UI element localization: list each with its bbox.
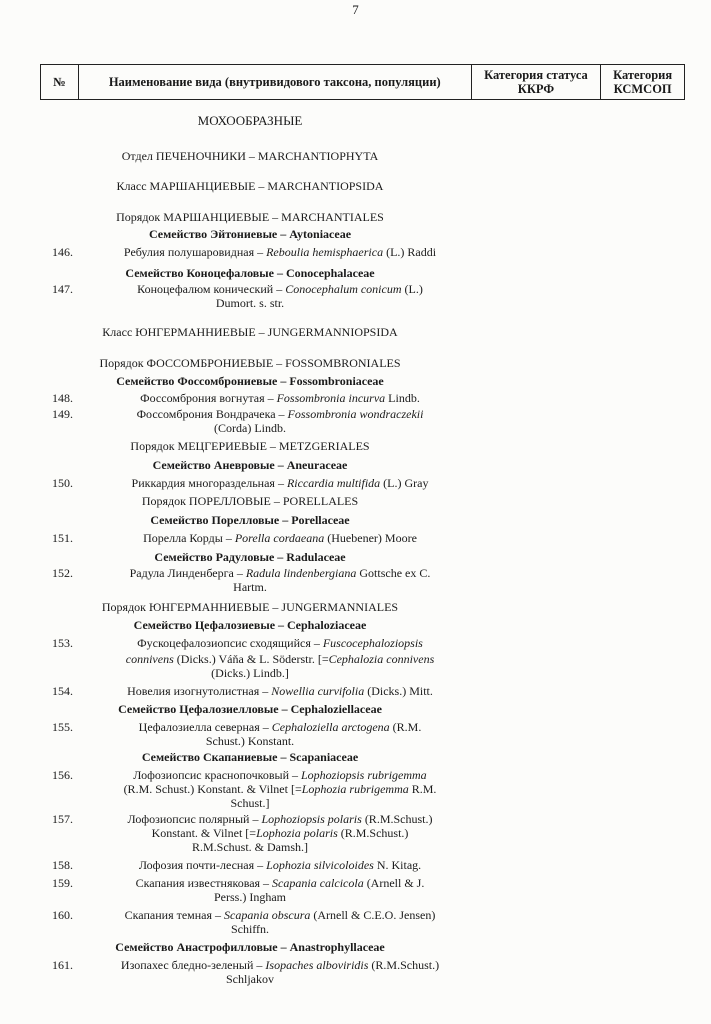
latin-name: Cephaloziella arctogena bbox=[271, 720, 390, 734]
header-status-krf: Категория статуса ККРФ bbox=[472, 65, 602, 99]
entry-number: 152. bbox=[52, 566, 73, 580]
taxon-line: Класс МАРШАНЦИЕВЫЕ – MARCHANTIOPSIDA bbox=[116, 179, 384, 193]
entry-text: R.M. bbox=[408, 782, 437, 796]
entry-text: Изопахес бледно-зеленый – bbox=[120, 958, 266, 972]
family-heading: Семейство Радуловые – Radulaceae bbox=[154, 550, 346, 564]
entry-text: (Huebener) Moore bbox=[324, 531, 417, 545]
latin-name: Scapania calcicola bbox=[272, 876, 364, 890]
species-entry bbox=[80, 407, 480, 421]
latin-name: Fossombronia incurva bbox=[276, 391, 386, 405]
latin-name: Lophozia silvicoloides bbox=[266, 858, 374, 872]
entry-number: 157. bbox=[52, 812, 73, 826]
entry-text: Цефалозиелла северная – bbox=[138, 720, 272, 734]
entry-number: 147. bbox=[52, 282, 73, 296]
taxon-line: R.M.Schust. & Damsh.] bbox=[191, 840, 308, 854]
entry-number: 161. bbox=[52, 958, 73, 972]
entry-text: (R.M. Schust.) Konstant. & Vilnet [= bbox=[123, 782, 302, 796]
family-heading: Семейство Эйтониевые – Aytoniaceae bbox=[148, 227, 352, 241]
taxon-line: Schust.) Konstant. bbox=[205, 734, 295, 748]
entry-text: Новелия изогнутолистная – bbox=[127, 684, 272, 698]
header-num: № bbox=[41, 65, 79, 99]
taxon-line: (Dicks.) Lindb.] bbox=[211, 666, 289, 680]
latin-name: Cephalozia connivens bbox=[328, 652, 435, 666]
header-ksmsop: Категория КСМСОП bbox=[613, 68, 673, 96]
latin-name: Isopaches alboviridis bbox=[265, 958, 369, 972]
entry-text: Скапания известняковая – bbox=[135, 876, 273, 890]
entry-text: Лофозиопсис краснопочковый – bbox=[133, 768, 301, 782]
species-entry bbox=[80, 812, 480, 826]
family-heading: Семейство Коноцефаловые – Conocephalaceae bbox=[125, 266, 375, 280]
family-heading: Семейство Цефалозиелловые – Cephaloziellaceae bbox=[118, 702, 382, 716]
header-name: Наименование вида (внутривидового таксона, популяции) bbox=[79, 65, 472, 99]
species-entry bbox=[80, 282, 480, 296]
entry-text: (Dicks.) Váňa & L. Söderstr. [= bbox=[173, 652, 329, 666]
latin-name: Riccardia multifida bbox=[286, 476, 381, 490]
species-entry bbox=[80, 826, 480, 840]
entry-number: 160. bbox=[52, 908, 73, 922]
taxon-line: Hartm. bbox=[233, 580, 267, 594]
family-heading: Семейство Порелловые – Porellaceae bbox=[150, 513, 350, 527]
entry-text: (Arnell & J. bbox=[363, 876, 425, 890]
taxon-line: Schiffn. bbox=[230, 922, 270, 936]
entry-text: Lindb. bbox=[385, 391, 420, 405]
latin-name: Lophozia polaris bbox=[256, 826, 338, 840]
species-entry bbox=[80, 768, 480, 782]
table-header bbox=[40, 64, 685, 100]
entry-text: (R.M. bbox=[389, 720, 422, 734]
taxon-line: Schljakov bbox=[226, 972, 274, 986]
entry-text: Фоссомброния Вондрачека – bbox=[136, 407, 288, 421]
latin-name: Fossombronia wondraczekii bbox=[287, 407, 424, 421]
latin-name: Scapania obscura bbox=[224, 908, 311, 922]
latin-name: Nowellia curvifolia bbox=[271, 684, 365, 698]
entry-number: 155. bbox=[52, 720, 73, 734]
taxon-line: Отдел ПЕЧЕНОЧНИКИ – MARCHANTIOPHYTA bbox=[121, 149, 379, 163]
latin-name: Lophoziopsis polaris bbox=[261, 812, 362, 826]
taxon-line: Порядок ЮНГЕРМАННИЕВЫЕ – JUNGERMANNIALES bbox=[101, 600, 399, 614]
entry-text: (L.) Gray bbox=[380, 476, 429, 490]
entry-number: 148. bbox=[52, 391, 73, 405]
species-entry bbox=[80, 476, 480, 490]
entry-text: (Arnell & C.E.O. Jensen) bbox=[310, 908, 436, 922]
entry-text: (R.M.Schust.) bbox=[361, 812, 433, 826]
page-number: 7 bbox=[352, 2, 359, 17]
entry-text: Konstant. & Vilnet [= bbox=[151, 826, 257, 840]
species-entry bbox=[80, 720, 480, 734]
entry-number: 153. bbox=[52, 636, 73, 650]
taxon-line: Perss.) Ingham bbox=[214, 890, 286, 904]
entry-text: Порелла Корды – bbox=[143, 531, 235, 545]
family-heading: Семейство Скапаниевые – Scapaniaceae bbox=[141, 750, 359, 764]
entry-text: N. Kitag. bbox=[373, 858, 422, 872]
latin-name: Conocephalum conicum bbox=[285, 282, 402, 296]
entry-text: Фускоцефалозиопсис сходящийся – bbox=[137, 636, 323, 650]
family-heading: Семейство Фоссомброниевые – Fossombroniaceae bbox=[116, 374, 384, 388]
entry-number: 156. bbox=[52, 768, 73, 782]
entry-text: Риккардия многораздельная – bbox=[131, 476, 287, 490]
latin-name: Reboulia hemisphaerica bbox=[266, 245, 384, 259]
taxon-line: Класс ЮНГЕРМАННИЕВЫЕ – JUNGERMANNIOPSIDA bbox=[102, 325, 398, 339]
taxon-line: Порядок МАРШАНЦИЕВЫЕ – MARCHANTIALES bbox=[116, 210, 384, 224]
species-entry bbox=[80, 858, 480, 872]
taxon-line: Dumort. s. str. bbox=[215, 296, 285, 310]
latin-name: Radula lindenbergiana bbox=[245, 566, 357, 580]
entry-text: (L.) bbox=[401, 282, 423, 296]
entry-text: Ребулия полушаровидная – bbox=[123, 245, 267, 259]
species-entry bbox=[80, 566, 480, 580]
entry-number: 149. bbox=[52, 407, 73, 421]
entry-number: 159. bbox=[52, 876, 73, 890]
species-entry bbox=[80, 684, 480, 698]
taxon-line: Порядок ФОССОМБРОНИЕВЫЕ – FOSSOMBRONIALES bbox=[99, 356, 401, 370]
latin-name: Lophoziopsis rubrigemma bbox=[301, 768, 427, 782]
section-title: МОХООБРАЗНЫЕ bbox=[197, 113, 303, 128]
species-entry bbox=[80, 908, 480, 922]
family-heading: Семейство Цефалозиевые – Cephaloziaceae bbox=[133, 618, 367, 632]
taxon-line: (Corda) Lindb. bbox=[214, 421, 286, 435]
entry-number: 146. bbox=[52, 245, 73, 259]
species-entry bbox=[80, 636, 480, 650]
species-entry bbox=[80, 245, 480, 259]
species-entry bbox=[80, 391, 480, 405]
latin-name: Porella cordaeana bbox=[234, 531, 325, 545]
entry-text: Коноцефалюм конический – bbox=[137, 282, 286, 296]
latin-name: Lophozia rubrigemma bbox=[301, 782, 409, 796]
entry-number: 150. bbox=[52, 476, 73, 490]
entry-text: Фоссомброния вогнутая – bbox=[140, 391, 277, 405]
taxon-line: Порядок МЕЦГЕРИЕВЫЕ – METZGERIALES bbox=[130, 439, 370, 453]
entry-text: (L.) Raddi bbox=[383, 245, 437, 259]
taxon-line: Порядок ПОРЕЛЛОВЫЕ – PORELLALES bbox=[141, 494, 359, 508]
species-entry bbox=[80, 958, 480, 972]
taxon-line: Schust.] bbox=[230, 796, 270, 810]
species-entry bbox=[80, 782, 480, 796]
entry-text: Скапания темная – bbox=[124, 908, 225, 922]
entry-text: Gottsche ex C. bbox=[356, 566, 431, 580]
latin-name: connivens bbox=[125, 652, 174, 666]
entry-number: 151. bbox=[52, 531, 73, 545]
latin-name: Fuscocephaloziopsis bbox=[322, 636, 423, 650]
entry-text: Лофозия почти-лесная – bbox=[138, 858, 267, 872]
entry-number: 158. bbox=[52, 858, 73, 872]
entry-text: (R.M.Schust.) bbox=[337, 826, 409, 840]
family-heading: Семейство Анастрофилловые – Anastrophyllaceae bbox=[115, 940, 385, 954]
species-entry bbox=[80, 876, 480, 890]
species-entry bbox=[80, 652, 480, 666]
entry-text: (R.M.Schust.) bbox=[368, 958, 440, 972]
entry-number: 154. bbox=[52, 684, 73, 698]
entry-text: (Dicks.) Mitt. bbox=[364, 684, 433, 698]
family-heading: Семейство Аневровые – Aneuraceae bbox=[152, 458, 348, 472]
entry-text: Лофозиопсис полярный – bbox=[127, 812, 262, 826]
entry-text: Радула Линденберга – bbox=[129, 566, 246, 580]
species-entry bbox=[80, 531, 480, 545]
